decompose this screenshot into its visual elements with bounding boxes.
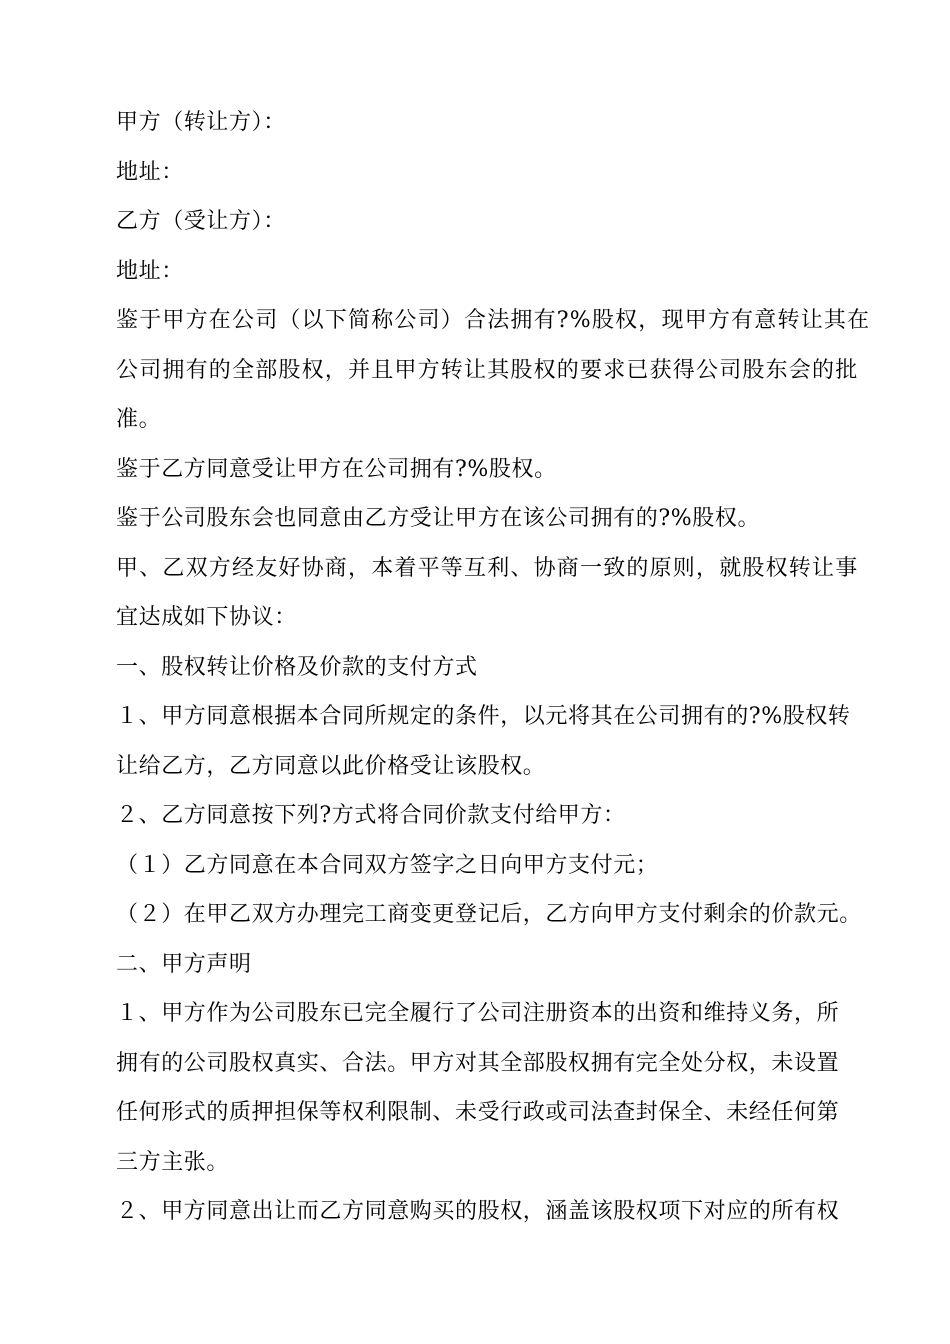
clause-line: 拥有的公司股权真实、合法。甲方对其全部股权拥有完全处分权，未设置 xyxy=(116,1050,840,1076)
recital-line: 宜达成如下协议： xyxy=(116,605,297,630)
section-heading: 一、股权转让价格及价款的支付方式 xyxy=(116,654,478,680)
party-b-label: 乙方（受让方）： xyxy=(116,209,286,234)
clause-line: 让给乙方，乙方同意以此价格受让该股权。 xyxy=(116,753,546,779)
recital-line: 公司拥有的全部股权，并且甲方转让其股权的要求已获得公司股东会的批 xyxy=(116,357,859,383)
clause-line: １、甲方作为公司股东已完全履行了公司注册资本的出资和维持义务，所 xyxy=(116,1001,840,1026)
clause-line: 任何形式的质押担保等权利限制、未受行政或司法查封保全、未经任何第 xyxy=(116,1100,840,1125)
document-body xyxy=(116,104,871,1243)
clause-line: ２、乙方同意按下列?方式将合同价款支付给甲方： xyxy=(116,803,626,828)
party-a-address: 地址： xyxy=(116,159,184,185)
recital-line: 鉴于公司股东会也同意由乙方受让甲方在该公司拥有的?%股权。 xyxy=(116,506,761,531)
recital-line: 甲、乙双方经友好协商，本着平等互利、协商一致的原则，就股权转让事 xyxy=(116,555,859,581)
clause-line: （１）乙方同意在本合同双方签字之日向甲方支付元； xyxy=(116,852,659,878)
recital-line: 准。 xyxy=(116,407,162,432)
clause-line: ２、甲方同意出让而乙方同意购买的股权，涵盖该股权项下对应的所有权 xyxy=(116,1199,840,1224)
party-a-label: 甲方（转让方）： xyxy=(116,110,286,135)
clause-line: 三方主张。 xyxy=(116,1149,230,1175)
clause-line: （２）在甲乙双方办理完工商变更登记后，乙方向甲方支付剩余的价款元。 xyxy=(116,902,862,927)
recital-line: 鉴于甲方在公司（以下简称公司）合法拥有?%股权，现甲方有意转让其在 xyxy=(116,308,871,333)
recital-line: 鉴于乙方同意受让甲方在公司拥有?%股权。 xyxy=(116,456,557,482)
clause-line: １、甲方同意根据本合同所规定的条件，以元将其在公司拥有的?%股权转 xyxy=(116,704,851,729)
section-heading: 二、甲方声明 xyxy=(116,951,252,977)
party-b-address: 地址： xyxy=(116,258,184,284)
